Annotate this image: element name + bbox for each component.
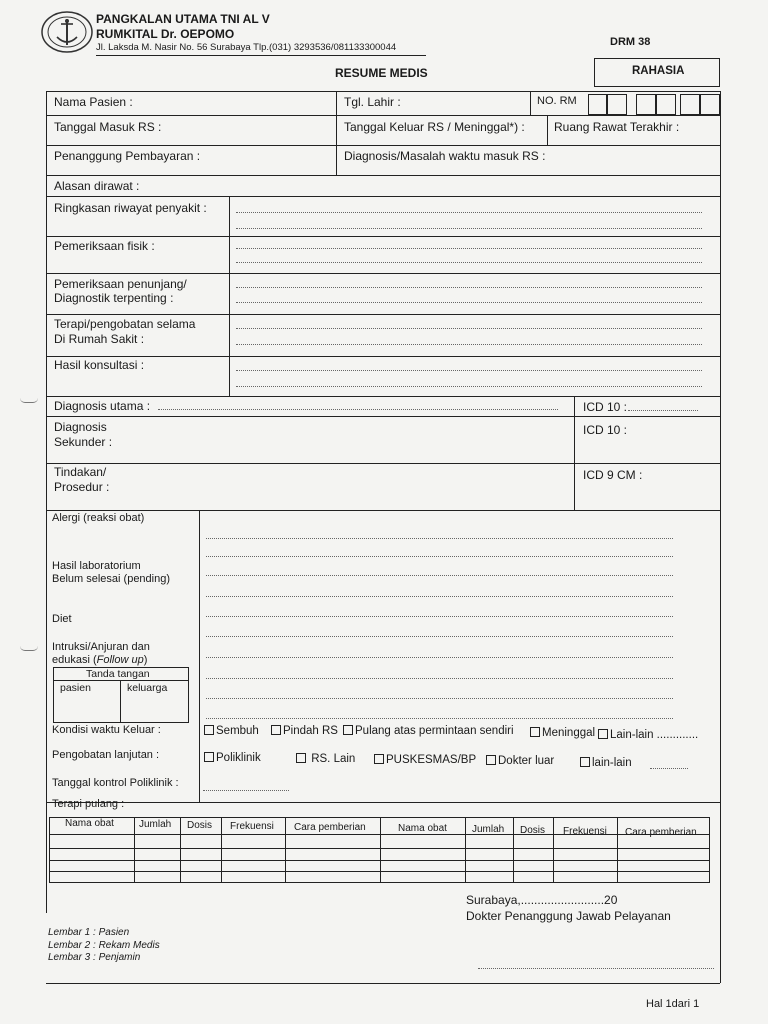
divider [46,802,720,803]
col-cara-pemberian: Cara pemberian [294,822,366,833]
divider [46,416,720,417]
field-nama-pasien[interactable]: Nama Pasien : [54,95,133,109]
no-rm-box-1[interactable] [588,94,607,115]
dotted-line [650,768,688,769]
col-nama-obat-2: Nama obat [398,823,447,834]
field-tgl-lahir[interactable]: Tgl. Lahir : [344,95,401,109]
checkbox-lain-lain[interactable]: Lain-lain ............. [598,729,698,741]
field-lab-1[interactable]: Hasil laboratorium [52,560,141,572]
divider [46,196,720,197]
field-terapi-1[interactable]: Terapi/pengobatan selama [54,317,196,331]
dotted-line [236,328,702,329]
divider [617,817,618,883]
divider [46,115,720,116]
field-icd10-a[interactable]: ICD 10 : [583,400,628,414]
no-rm-box-4[interactable] [656,94,676,115]
field-diet[interactable]: Diet [52,613,72,625]
field-diag-sekunder-2: Sekunder : [54,435,113,449]
divider [46,356,720,357]
dotted-line [206,596,673,597]
divider [46,273,720,274]
dotted-line [478,968,714,969]
dotted-line [206,718,673,719]
dotted-line [158,409,558,410]
checkbox-poliklinik[interactable]: Poliklinik [204,752,261,764]
divider [120,680,121,723]
navy-emblem-logo [40,10,94,54]
divider [465,817,466,883]
divider [180,817,181,883]
form-border-bottom [46,983,720,984]
field-icd10-b[interactable]: ICD 10 : [583,423,628,437]
divider [530,91,531,115]
field-alasan[interactable]: Alasan dirawat : [54,179,140,193]
field-lab-2: Belum selesai (pending) [52,573,171,585]
no-rm-box-2[interactable] [607,94,627,115]
divider [53,680,189,681]
field-diagnosis-masuk[interactable]: Diagnosis/Masalah waktu masuk RS : [344,149,546,163]
col-frekuensi: Frekuensi [230,821,274,832]
copy-1: Lembar 1 : Pasien [48,927,130,938]
copy-2: Lembar 2 : Rekam Medis [48,940,160,951]
dotted-line [206,616,673,617]
field-instruksi-2: edukasi (Follow up) [52,654,148,666]
checkbox-puskesmas[interactable]: PUSKESMAS/BP [374,754,476,766]
divider [380,817,381,883]
field-penunjang-2: Diagnostik terpenting : [54,291,174,305]
checkbox-sembuh[interactable]: Sembuh [204,725,259,737]
col-jumlah: Jumlah [139,819,172,830]
field-tanggal-masuk[interactable]: Tanggal Masuk RS : [54,120,162,134]
signature-place-date[interactable]: Surabaya,.........................20 [466,893,618,907]
divider [46,314,720,315]
field-penunjang-1[interactable]: Pemeriksaan penunjang/ [54,277,187,291]
dotted-line [236,262,702,263]
divider [46,145,720,146]
checkbox-rs-lain[interactable]: RS. Lain [296,753,355,765]
divider [134,817,135,883]
signature-keluarga[interactable]: keluarga [127,682,168,694]
dotted-line [236,287,702,288]
field-tindakan-1[interactable]: Tindakan/ [54,465,107,479]
divider [46,396,720,397]
punch-mark-2 [20,646,38,651]
divider [229,196,230,396]
checkbox-lain-lain-2[interactable]: lain-lain [580,757,632,769]
dotted-line [236,386,702,387]
dotted-line [236,302,702,303]
no-rm-box-3[interactable] [636,94,656,115]
divider [285,817,286,883]
field-icd9[interactable]: ICD 9 CM : [583,468,643,482]
page-title: RESUME MEDIS [335,66,428,80]
page-number: Hal 1dari 1 [646,998,700,1010]
dotted-line [206,636,673,637]
dotted-line [206,678,673,679]
dotted-line [236,212,702,213]
checkbox-pindah-rs[interactable]: Pindah RS [271,725,338,737]
hospital-address: Jl. Laksda M. Nasir No. 56 Surabaya Tlp.(031) 3293536/081133300044 [96,42,397,53]
divider [46,463,720,464]
no-rm-box-5[interactable] [680,94,700,115]
divider [199,510,200,802]
col-dosis-2: Dosis [520,825,546,836]
dotted-line [206,657,673,658]
divider [336,91,337,175]
checkbox-dokter-luar[interactable]: Dokter luar [486,755,554,767]
col-cara-pemberian-2: Cara pemberian [625,827,697,838]
field-tindakan-2: Prosedur : [54,480,110,494]
col-dosis: Dosis [187,820,213,831]
dotted-line [236,248,702,249]
checkbox-pulang-sendiri[interactable]: Pulang atas permintaan sendiri [343,725,514,737]
divider [553,817,554,883]
signature-pasien[interactable]: pasien [60,682,91,694]
divider [574,396,575,510]
dotted-line [236,228,702,229]
field-diagnosis-utama[interactable]: Diagnosis utama : [54,399,151,413]
dotted-line [628,410,698,411]
field-diag-sekunder-1[interactable]: Diagnosis [54,420,107,434]
no-rm-box-6[interactable] [700,94,720,115]
field-alergi[interactable]: Alergi (reaksi obat) [52,512,145,524]
copy-3: Lembar 3 : Penjamin [48,952,141,963]
field-pengobatan: Pengobatan lanjutan : [52,749,160,761]
field-ringkasan[interactable]: Ringkasan riwayat penyakit : [54,201,207,215]
field-ruang-rawat[interactable]: Ruang Rawat Terakhir : [554,120,680,134]
dotted-line [206,698,673,699]
field-no-rm: NO. RM [537,95,577,107]
field-konsultasi[interactable]: Hasil konsultasi : [54,358,145,372]
signature-heading: Tanda tangan [86,668,150,680]
header-underline [96,55,426,56]
dotted-line [236,344,702,345]
field-terapi-2: Di Rumah Sakit : [54,332,145,346]
dotted-line [236,370,702,371]
org-name: PANGKALAN UTAMA TNI AL V [96,12,270,26]
classification-label: RAHASIA [632,65,685,77]
field-penanggung[interactable]: Penanggung Pembayaran : [54,149,201,163]
dotted-line [206,575,673,576]
divider [547,115,548,145]
col-nama-obat: Nama obat [65,818,114,829]
field-tanggal-keluar[interactable]: Tanggal Keluar RS / Meninggal*) : [344,120,525,134]
divider [221,817,222,883]
signature-doctor-title: Dokter Penanggung Jawab Pelayanan [466,909,671,923]
form-border-left [46,91,47,913]
punch-mark-1 [20,398,38,403]
dotted-line [206,556,673,557]
dotted-line [206,538,673,539]
checkbox-meninggal[interactable]: Meninggal [530,727,595,739]
divider [513,817,514,883]
field-kontrol[interactable]: Tanggal kontrol Poliklinik : [52,777,179,789]
col-frekuensi-2: Frekuensi [563,826,607,837]
dotted-line [203,790,289,791]
field-kondisi: Kondisi waktu Keluar : [52,724,161,736]
form-border-top [46,91,720,92]
divider [46,236,720,237]
divider [46,510,720,511]
terapi-pulang-label: Terapi pulang : [52,798,125,810]
field-instruksi-1[interactable]: Intruksi/Anjuran dan [52,641,150,653]
col-jumlah-2: Jumlah [472,824,505,835]
hospital-name: RUMKITAL Dr. OEPOMO [96,27,235,41]
divider [46,175,720,176]
form-border-right [720,91,721,983]
form-code: DRM 38 [610,36,651,48]
field-pemeriksaan-fisik[interactable]: Pemeriksaan fisik : [54,239,155,253]
